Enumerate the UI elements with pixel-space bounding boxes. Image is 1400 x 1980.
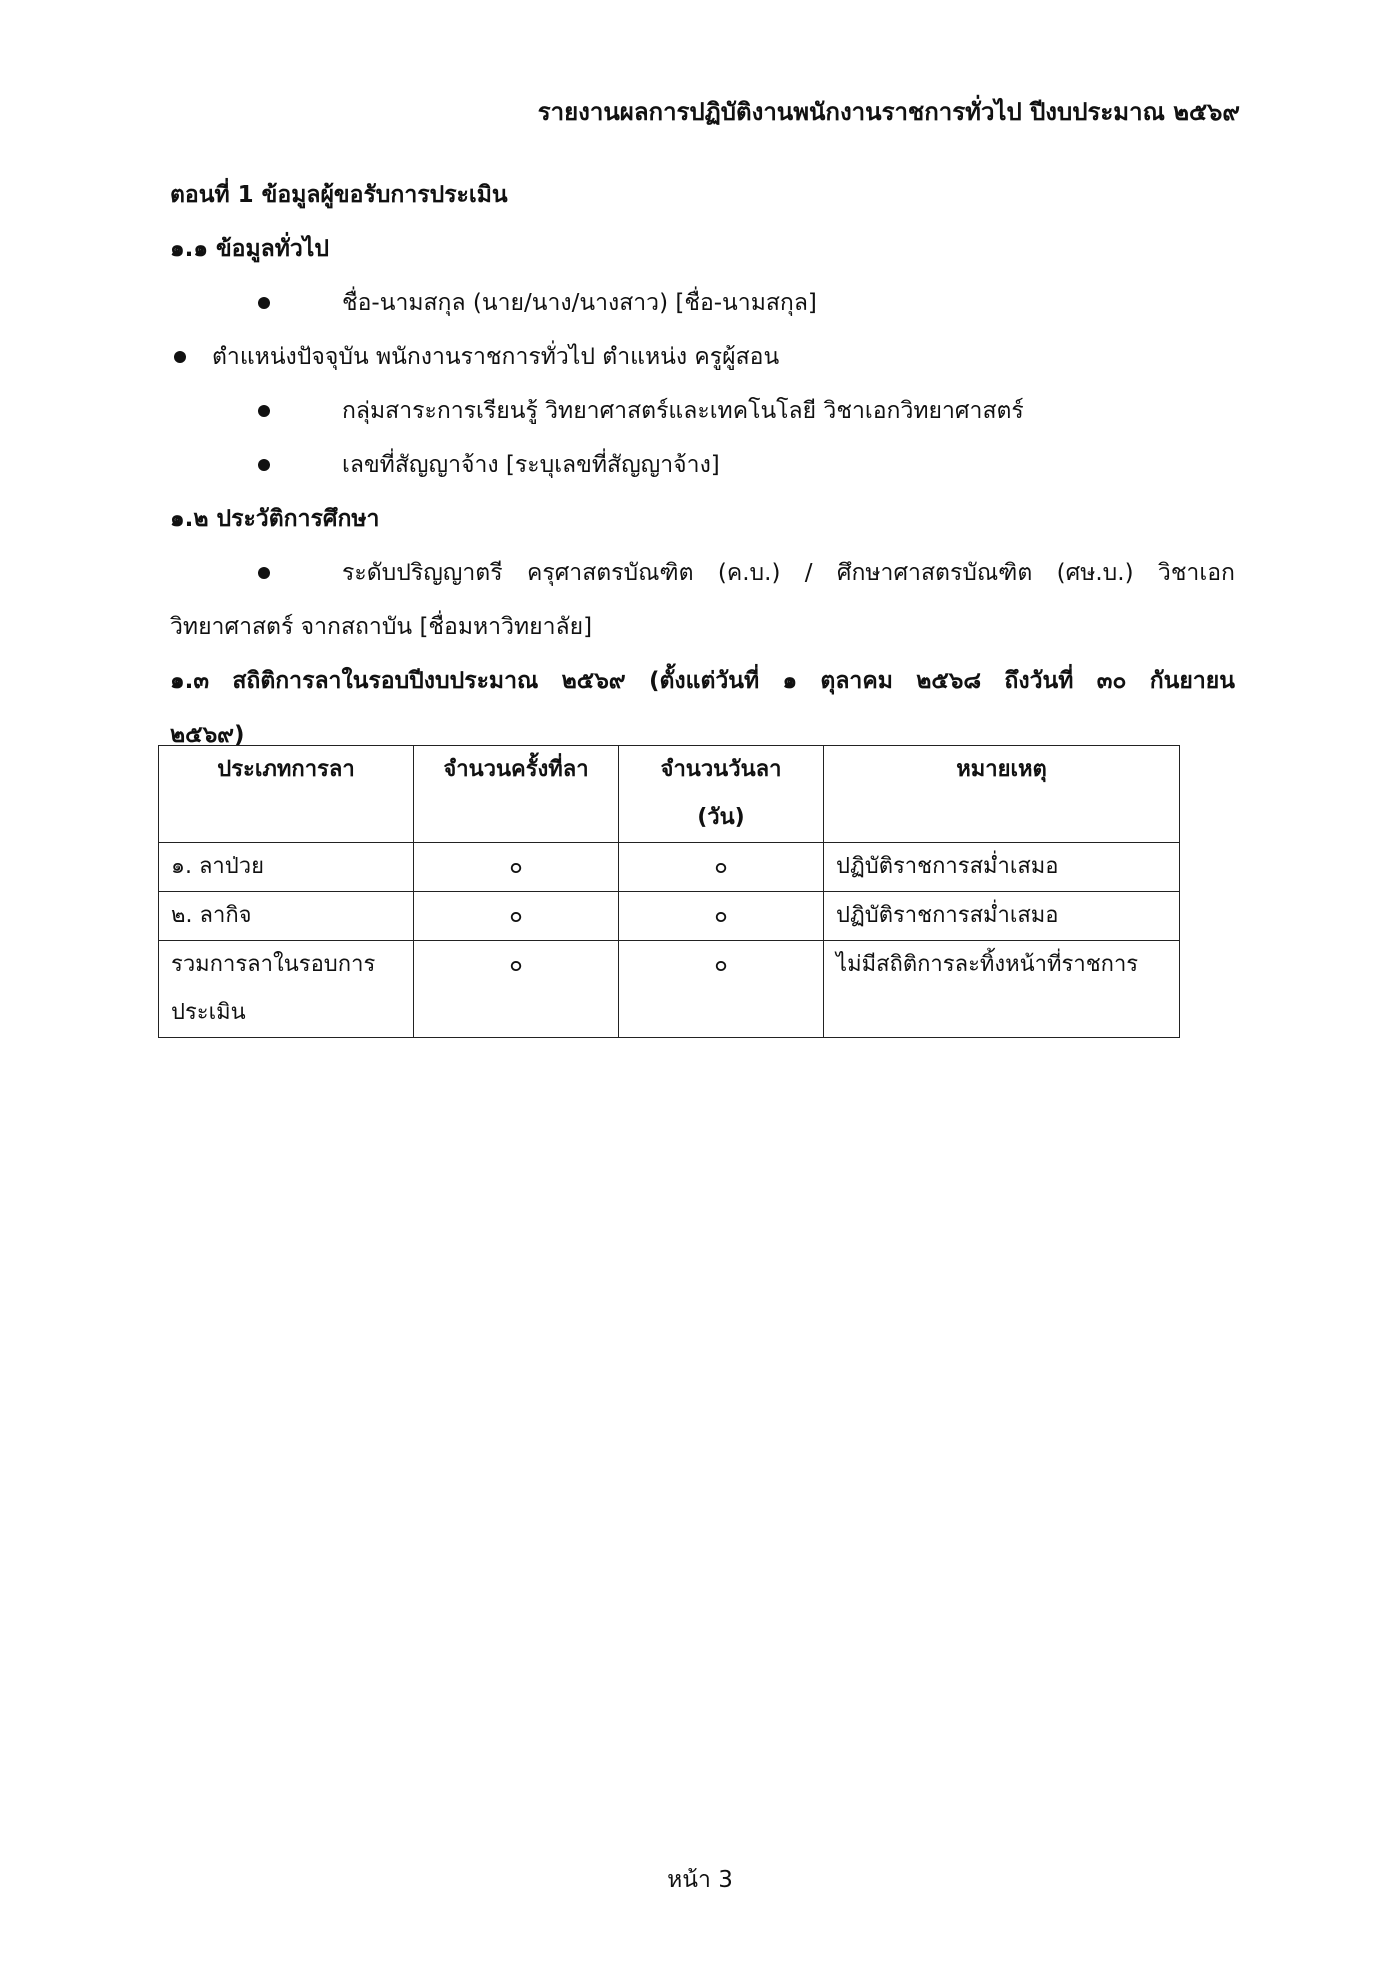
bullet-icon: [258, 459, 270, 471]
remarks-cell: ไม่มีสถิติการละทิ้งหน้าที่ราชการ: [824, 941, 1180, 1038]
leave-type-cell: ๒. ลากิจ: [159, 892, 414, 941]
document-body: [170, 168, 1235, 762]
table-row: [159, 892, 1180, 941]
list-item: [170, 546, 1235, 600]
report-title: รายงานผลการปฏิบัติงานพนักงานราชการทั่วไป ปีงบประมาณ ๒๕๖๙: [537, 98, 1240, 126]
subject-group-field: กลุ่มสาระการเรียนรู้ วิทยาศาสตร์และเทคโนโลยี วิชาเอกวิทยาศาสตร์: [342, 398, 1024, 424]
leave-type-cell: รวมการลาในรอบการ ประเมิน: [159, 941, 414, 1038]
col-header-remarks: หมายเหตุ: [824, 746, 1180, 843]
list-item: [170, 384, 1235, 438]
leave-stats-heading-cont: ๒๕๖๙): [170, 722, 245, 748]
list-item: [170, 276, 1235, 330]
bullet-icon: [258, 567, 270, 579]
part1-heading: ตอนที่ 1 ข้อมูลผู้ขอรับการประเมิน: [170, 182, 508, 208]
leave-count-cell: ๐: [414, 892, 619, 941]
education-line-1: ระดับปริญญาตรี ครุศาสตรบัณฑิต (ค.บ.) / ศึกษาศาสตรบัณฑิต (ศษ.บ.) วิชาเอก: [342, 560, 1235, 586]
list-item: [170, 330, 1235, 384]
leave-type-cell: ๑. ลาป่วย: [159, 843, 414, 892]
page-number: หน้า 3: [667, 1867, 733, 1893]
position-field: ตำแหน่งปัจจุบัน พนักงานราชการทั่วไป ตำแหน่ง ครูผู้สอน: [212, 344, 780, 370]
col-header-leave-days: จำนวนวันลา (วัน): [619, 746, 824, 843]
education-line-2: วิทยาศาสตร์ จากสถาบัน [ชื่อมหาวิทยาลัย]: [170, 614, 593, 640]
table-header-row: [159, 746, 1180, 843]
leave-days-cell: ๐: [619, 843, 824, 892]
name-field: ชื่อ-นามสกุล (นาย/นาง/นางสาว) [ชื่อ-นามสกุล]: [342, 290, 817, 316]
general-info-heading: ๑.๑ ข้อมูลทั่วไป: [170, 236, 329, 262]
table-row-total: [159, 941, 1180, 1038]
list-item: [170, 438, 1235, 492]
col-header-leave-count: จำนวนครั้งที่ลา: [414, 746, 619, 843]
bullet-icon: [258, 405, 270, 417]
leave-stats-table: [158, 745, 1180, 1038]
education-heading: ๑.๒ ประวัติการศึกษา: [170, 506, 380, 532]
remarks-cell: ปฏิบัติราชการสม่ำเสมอ: [824, 843, 1180, 892]
leave-days-cell: ๐: [619, 941, 824, 1038]
leave-count-cell: ๐: [414, 941, 619, 1038]
bullet-icon: [258, 297, 270, 309]
bullet-icon: [174, 351, 186, 363]
leave-days-cell: ๐: [619, 892, 824, 941]
table-row: [159, 843, 1180, 892]
leave-count-cell: ๐: [414, 843, 619, 892]
contract-number-field: เลขที่สัญญาจ้าง [ระบุเลขที่สัญญาจ้าง]: [342, 452, 720, 478]
remarks-cell: ปฏิบัติราชการสม่ำเสมอ: [824, 892, 1180, 941]
leave-stats-heading: ๑.๓ สถิติการลาในรอบปีงบประมาณ ๒๕๖๙ (ตั้งแต่วันที่ ๑ ตุลาคม ๒๕๖๘ ถึงวันที่ ๓๐ กันยายน: [170, 668, 1235, 694]
col-header-leave-type: ประเภทการลา: [159, 746, 414, 843]
